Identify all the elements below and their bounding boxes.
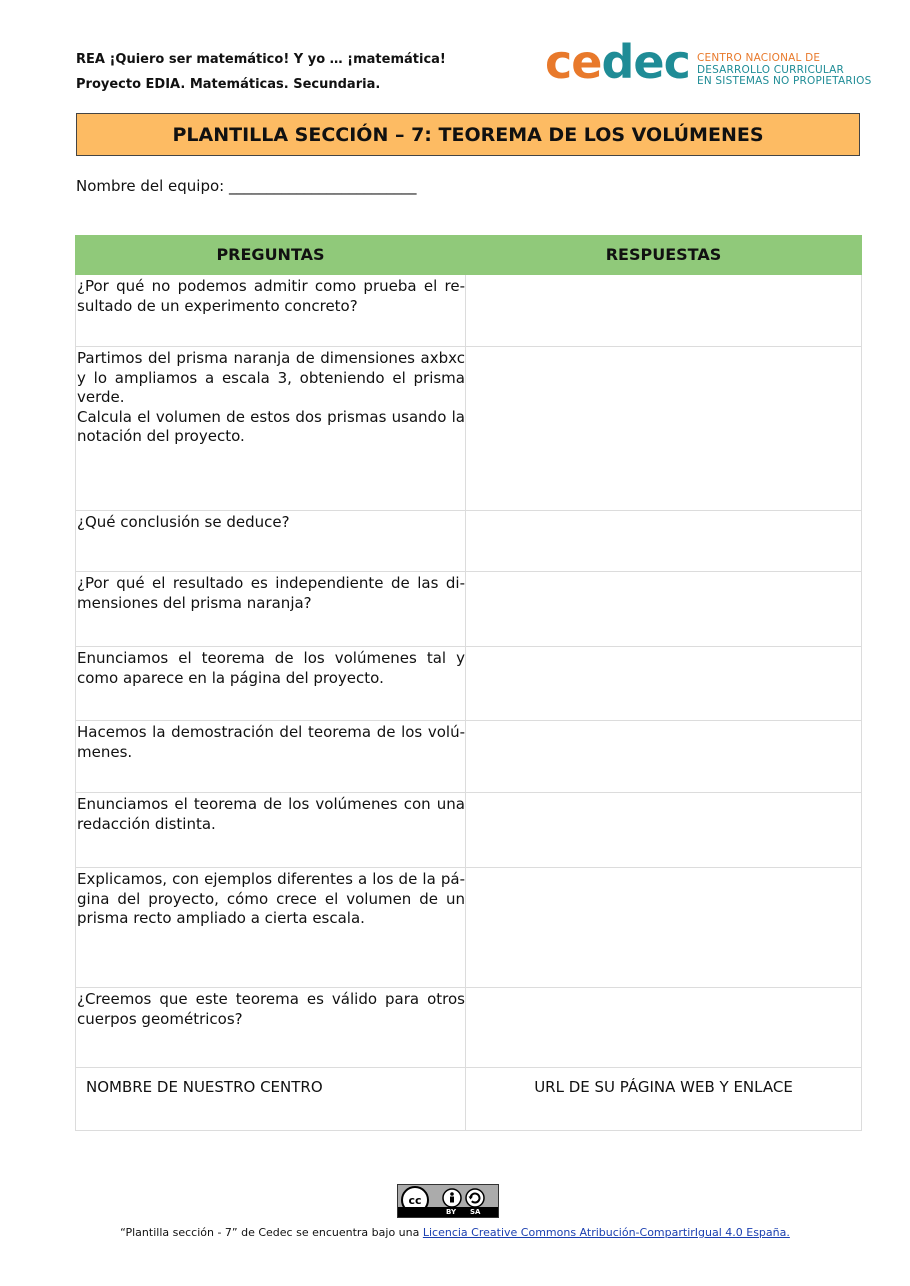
question-text-continued: Calcula el volumen de estos dos prismas usando la notación del proyecto.: [77, 407, 465, 445]
table-footer-row: [76, 1068, 862, 1131]
table-row: [76, 721, 862, 793]
table-header-row: [76, 236, 862, 275]
header-project-subtitle: Proyecto EDIA. Matemáticas. Secundaria.: [76, 77, 381, 92]
table-row: [76, 572, 862, 647]
question-cell: ¿Por qué el resultado es independiente de las di-mensiones del prisma naranja?: [76, 572, 466, 647]
cc-badge-strip: [398, 1207, 498, 1217]
answer-cell[interactable]: [466, 868, 862, 988]
question-cell: ¿Por qué no podemos admitir como prueba el re-sultado de un experimento concreto?: [76, 275, 466, 347]
questions-table: [75, 235, 862, 1131]
question-cell: ¿Qué conclusión se deduce?: [76, 511, 466, 572]
table-row: [76, 275, 862, 347]
cedec-caption-line2: DESARROLLO CURRICULAR: [697, 63, 845, 76]
cedec-caption-line1: CENTRO NACIONAL DE: [697, 52, 821, 64]
column-header-answers: RESPUESTAS: [466, 236, 862, 275]
answer-cell[interactable]: [466, 988, 862, 1068]
cedec-wordmark-dec: dec: [601, 35, 690, 89]
table-row: [76, 511, 862, 572]
svg-text:cc: cc: [408, 1194, 422, 1207]
question-cell: Hacemos la demostración del teorema de los volú-menes.: [76, 721, 466, 793]
school-name-cell[interactable]: NOMBRE DE NUESTRO CENTRO: [76, 1068, 466, 1131]
answer-cell[interactable]: [466, 647, 862, 721]
cedec-logo-caption: [697, 53, 871, 88]
license-notice: [0, 1226, 910, 1239]
answer-cell[interactable]: [466, 511, 862, 572]
creative-commons-badge: [397, 1184, 499, 1218]
license-link[interactable]: Licencia Creative Commons Atribución-CompartirIgual 4.0 España.: [422, 1226, 790, 1239]
question-cell: Explicamos, con ejemplos diferentes a los de la pá-gina del proyecto, cómo crece el volumen de un prisma recto ampliado a cierta escala.: [76, 868, 466, 988]
answer-cell[interactable]: [466, 275, 862, 347]
cc-by-sa-icon: [398, 1185, 498, 1209]
question-cell: ¿Creemos que este teorema es válido para otros cuerpos geométricos?: [76, 988, 466, 1068]
table-row: [76, 347, 862, 511]
table-row: [76, 647, 862, 721]
cedec-wordmark: [545, 36, 690, 88]
team-name-field[interactable]: Nombre del equipo: _________________________: [76, 177, 417, 195]
answer-cell[interactable]: [466, 347, 862, 511]
cc-badge-sa-label: SA: [470, 1208, 481, 1216]
header-course-title: REA ¡Quiero ser matemático! Y yo … ¡matemática!: [76, 52, 446, 67]
question-cell: [76, 347, 466, 511]
page-title: PLANTILLA SECCIÓN – 7: TEOREMA DE LOS VOLÚMENES: [76, 113, 860, 156]
cc-badge-by-label: BY: [446, 1208, 457, 1216]
question-cell: Enunciamos el teorema de los volúmenes con una redacción distinta.: [76, 793, 466, 868]
table-row: [76, 868, 862, 988]
table-row: [76, 793, 862, 868]
column-header-questions: PREGUNTAS: [76, 236, 466, 275]
school-url-cell[interactable]: URL DE SU PÁGINA WEB Y ENLACE: [466, 1068, 862, 1131]
answer-cell[interactable]: [466, 572, 862, 647]
question-cell: Enunciamos el teorema de los volúmenes tal y como aparece en la página del proyecto.: [76, 647, 466, 721]
license-prefix: “Plantilla sección - 7” de Cedec se encuentra bajo una: [120, 1226, 423, 1239]
question-text: Partimos del prisma naranja de dimensiones axbxc y lo ampliamos a escala 3, obteniendo el prisma verde.: [77, 349, 465, 406]
cedec-logo: [545, 35, 875, 92]
cedec-caption-line3: EN SISTEMAS NO PROPIETARIOS: [697, 75, 872, 87]
answer-cell[interactable]: [466, 793, 862, 868]
cedec-wordmark-ce: ce: [545, 35, 602, 89]
answer-cell[interactable]: [466, 721, 862, 793]
table-row: [76, 988, 862, 1068]
